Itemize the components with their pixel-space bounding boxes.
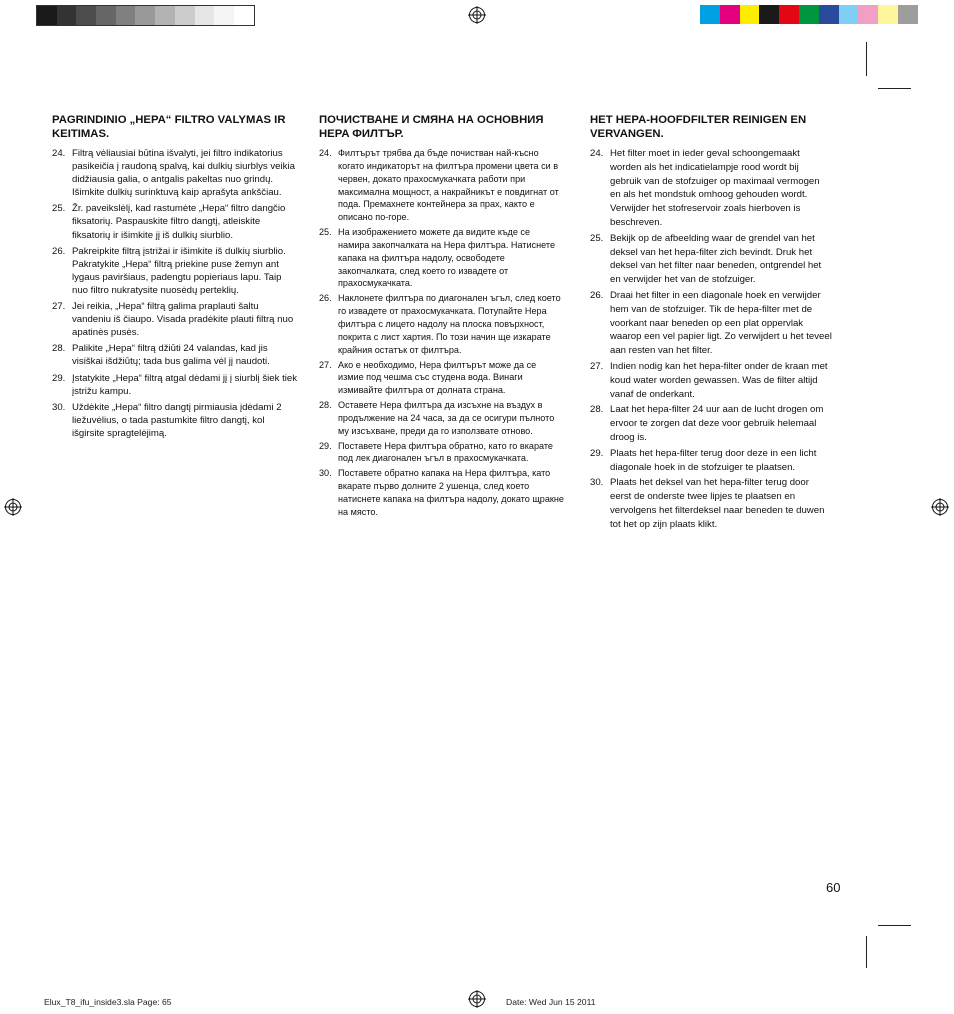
crop-mark-top-vertical <box>866 42 867 76</box>
item-text: Plaats het deksel van het hepa-filter terug door eerst de onderste twee lipjes te plaatsen en vervolgens het filterdeksel naar beneden te duwen tot het op zijn plaats klikt. <box>610 477 825 530</box>
item-number: 26. <box>319 293 332 304</box>
item-text: Оставете Hepa филтъра да изсъхне на въздух в продължение на 24 часа, за да се осигури пълното му изсъхване, преди да го използвате отново. <box>338 400 555 436</box>
list-item <box>590 147 832 230</box>
column-bulgarian <box>319 113 564 521</box>
section-heading: HET HEPA-HOOFDFILTER REINIGEN EN VERVANGEN. <box>590 114 807 140</box>
registration-mark-icon <box>468 6 486 24</box>
grayscale-calibration-bar <box>36 5 255 26</box>
item-number: 30. <box>319 468 332 479</box>
color-swatch <box>175 6 195 25</box>
color-swatch <box>720 5 740 24</box>
color-swatch <box>57 6 77 25</box>
item-text: Laat het hepa-filter 24 uur aan de lucht drogen om ervoor te zorgen dat deze voor gebruik helemaal droog is. <box>610 404 824 443</box>
item-text: Ако е необходимо, Hepa филтърът може да се измие под чешма със студена вода. Винаги измивайте филтъра от долната страна. <box>338 359 537 396</box>
color-swatch <box>898 5 918 24</box>
list-item <box>590 403 832 444</box>
item-number: 30. <box>52 401 66 413</box>
item-text: Draai het filter in een diagonale hoek en verwijder hem van de stofzuiger. Tik de hepa-filter met de voorkant naar beneden op een plat oppervlak waarop een vel papier ligt. Zo verwijdert u het teveel aan resten van het filter. <box>610 289 832 357</box>
item-text: Uždėkite „Hepa“ filtro dangtį pirmiausia įdėdami 2 liežuvėlius, o tada pastumkite filtro dangtį, kol išgirsite spragtelėjimą. <box>72 401 282 439</box>
item-text: Palikite „Hepa“ filtrą džiūti 24 valandas, kad jis visiškai išdžiūtų; tada bus galima vėl jį naudoti. <box>72 343 270 368</box>
item-text: Žr. paveikslėlį, kad rastumėte „Hepa“ filtro dangčio fiksatorių. Paspauskite filtro dangtį, atleiskite fiksatorių ir išimkite jį iš dulkių siurblio. <box>72 203 286 241</box>
color-swatch <box>839 5 859 24</box>
footer-file-info: Elux_T8_ifu_inside3.sla Page: 65 <box>44 997 172 1007</box>
item-number: 24. <box>52 148 66 159</box>
item-number: 29. <box>319 440 332 451</box>
color-swatch <box>96 6 116 25</box>
item-text: Jei reikia, „Hepa“ filtrą galima praplauti šaltu vandeniu iš čiaupo. Visada pradėkite plauti filtrą nuo apatinės pusės. <box>72 301 294 339</box>
list-item <box>52 147 297 199</box>
item-number: 25. <box>319 227 332 238</box>
color-swatch <box>700 5 720 24</box>
list-item <box>52 372 297 398</box>
list-item <box>590 447 832 475</box>
crop-mark-top-horizontal <box>878 88 911 89</box>
list-item <box>319 226 564 290</box>
color-swatch <box>214 6 234 25</box>
list-item <box>319 292 564 356</box>
footer-date: Date: Wed Jun 15 2011 <box>506 997 596 1007</box>
color-swatch <box>234 6 254 25</box>
item-text: Filtrą vėliausiai būtina išvalyti, jei filtro indikatorius pasikeičia į raudoną spalvą, kai dulkių siurblys veikia didžiausia galia, o antgalis pakeltas nuo grindų. Išimkite dulkių surinktuvą kaip aprašyta ankščiau. <box>72 148 295 199</box>
color-swatch <box>819 5 839 24</box>
color-swatch <box>779 5 799 24</box>
item-number: 29. <box>590 447 604 459</box>
list-item <box>590 232 832 287</box>
item-number: 28. <box>590 404 604 416</box>
item-text: Het filter moet in ieder geval schoongemaakt worden als het indicatielampje rood wordt bij gebruik van de stofzuiger op maximaal vermogen en als het mondstuk omhoog gehouden wordt. Verwijder het stofreservoir zoals hierboven is beschreven. <box>610 148 820 228</box>
item-number: 26. <box>52 245 66 257</box>
color-swatch <box>799 5 819 24</box>
list-item <box>52 245 297 297</box>
section-heading: ПОЧИСТВАНЕ И СМЯНА НА ОСНОВНИЯ HEPA ФИЛТЪР. <box>319 114 544 140</box>
list-item <box>52 342 297 368</box>
color-swatch <box>37 6 57 25</box>
item-text: Наклонете филтъра по диагонален ъгъл, след което го извадете от прахосмукачката. Потупайте Hepa филтъра с лицето надолу на плоска повърхност, покрита с лист хартия. По този начин ще изкарате крайния остатък от филтъра. <box>338 293 561 355</box>
item-number: 25. <box>590 232 604 244</box>
list-item <box>319 467 564 518</box>
item-number: 28. <box>52 343 66 355</box>
registration-mark-icon <box>468 990 486 1008</box>
item-number: 27. <box>52 301 66 313</box>
color-swatch <box>76 6 96 25</box>
item-text: На изображението можете да видите къде се намира закопчалката на Hepa филтъра. Натиснете капака на филтъра надолу, освободете закопчалката, след което го извадете от прахосмукачката. <box>338 227 555 289</box>
list-item <box>590 360 832 401</box>
column-lithuanian <box>52 113 297 443</box>
list-item <box>319 147 564 224</box>
item-text: Indien nodig kan het hepa-filter onder de kraan met koud water worden gewassen. Was de filter altijd vanaf de onderkant. <box>610 360 828 400</box>
item-text: Поставете обратно капака на Hepa филтъра, като вкарате първо долните 2 ушенца, след което натиснете капака на филтъра надолу, докато щракне на място. <box>338 468 564 517</box>
item-number: 24. <box>590 148 604 159</box>
list-item <box>52 401 297 440</box>
color-swatch <box>195 6 215 25</box>
item-number: 28. <box>319 400 332 411</box>
item-number: 27. <box>590 360 604 372</box>
color-swatch <box>878 5 898 24</box>
color-swatch <box>135 6 155 25</box>
column-dutch <box>590 113 832 534</box>
list-item <box>52 300 297 339</box>
item-number: 26. <box>590 289 604 301</box>
item-number: 29. <box>52 372 66 384</box>
list-item <box>319 440 564 466</box>
instruction-list <box>319 147 564 519</box>
color-swatch <box>858 5 878 24</box>
color-swatch <box>116 6 136 25</box>
item-number: 24. <box>319 148 332 158</box>
list-item <box>319 399 564 438</box>
crop-mark-bottom-horizontal <box>878 925 911 926</box>
item-number: 25. <box>52 203 66 215</box>
item-text: Филтърът трябва да бъде почистван най-късно когато индикаторът на филтъра промени цвета си в червен, докато прахосмукачката работи при максимална мощност, а накрайникът е повдигнат от пода. Премахнете контейнера за прах, както е описано по-горе. <box>338 148 559 223</box>
instruction-list <box>590 147 832 532</box>
item-text: Pakreipkite filtrą įstrižai ir išimkite iš dulkių siurblio. Pakratykite „Hepa“ filtrą priekine puse žemyn ant lygaus paviršiaus, padengtu popieriaus lapu. Taip nuo filtro nukratysite nuosėdų perteklių. <box>72 245 286 296</box>
list-item <box>590 289 832 358</box>
item-text: Поставете Hepa филтъра обратно, като го вкарате под лек диагонален ъгъл в прахосмукачката. <box>338 440 553 464</box>
color-calibration-bar <box>700 5 918 24</box>
instruction-list <box>52 147 297 440</box>
item-number: 30. <box>590 477 604 489</box>
section-heading: PAGRINDINIO „HEPA“ FILTRO VALYMAS IR KEITIMAS. <box>52 114 286 140</box>
registration-mark-icon <box>4 498 22 516</box>
item-text: Plaats het hepa-filter terug door deze in een licht diagonale hoek in de stofzuiger te plaatsen. <box>610 447 817 473</box>
list-item <box>52 202 297 241</box>
registration-mark-icon <box>931 498 949 516</box>
item-text: Įstatykite „Hepa“ filtrą atgal dėdami jį į siurblį šiek tiek įstrižu kampu. <box>72 372 298 397</box>
crop-mark-bottom-vertical <box>866 936 867 968</box>
color-swatch <box>740 5 760 24</box>
item-number: 27. <box>319 359 332 370</box>
list-item <box>319 359 564 398</box>
item-text: Bekijk op de afbeelding waar de grendel van het deksel van het hepa-filter zich bevindt. Druk het deksel van het filter naar beneden, ontgrendel het en verwijder het van de stofzuiger. <box>610 232 822 286</box>
list-item <box>590 476 832 531</box>
color-swatch <box>759 5 779 24</box>
color-swatch <box>155 6 175 25</box>
page-number: 60 <box>826 880 841 895</box>
